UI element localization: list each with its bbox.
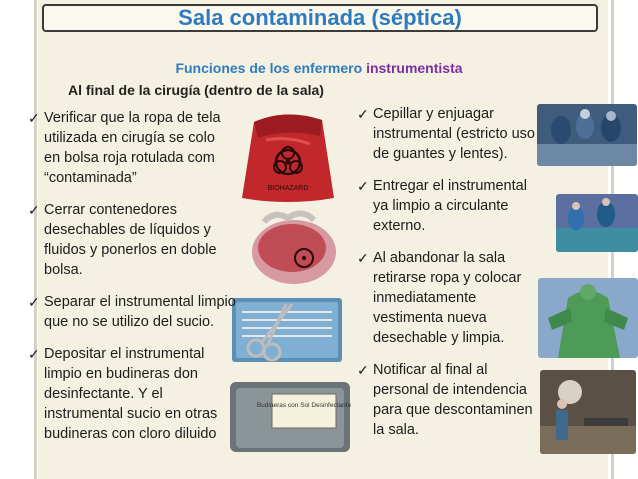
list-item-text: Cepillar y enjuagar instrumental (estricto uso de guantes y lentes).: [373, 106, 535, 162]
subtitle: [0, 60, 638, 76]
list-item-text: Depositar el instrumental limpio en budineras don desinfectante. Y el instrumental sucio en otras budineras con cloro diluido: [44, 346, 218, 442]
list-item: [357, 360, 557, 440]
check-icon: ✓: [357, 250, 369, 266]
list-item-text: Cerrar contenedores desechables de líquidos y fluidos y ponerlos en doble bolsa.: [44, 202, 217, 278]
list-item: [28, 108, 268, 188]
surgery-photo-2: [556, 194, 638, 252]
slide-title: Sala contaminada (séptica): [178, 5, 462, 30]
list-item-text: Separar el instrumental limpio que no se utilizo del sucio.: [44, 294, 236, 330]
list-item-text: Entregar el instrumental ya limpio a circulante externo.: [373, 178, 527, 234]
check-icon: ✓: [28, 202, 40, 218]
list-item: [357, 176, 557, 236]
check-icon: ✓: [28, 110, 40, 126]
list-item: [357, 248, 557, 348]
right-checklist: [357, 104, 557, 452]
left-checklist: [28, 108, 268, 456]
check-icon: ✓: [28, 346, 40, 362]
check-icon: ✓: [357, 362, 369, 378]
list-item-text: Verificar que la ropa de tela utilizada en cirugía se colo en bolsa roja rotulada com “contaminada”: [44, 110, 221, 186]
check-icon: ✓: [357, 106, 369, 122]
container-label: Budineras con Sol Desinfectante: [256, 402, 352, 409]
list-item: [28, 292, 268, 332]
title-bar: [42, 4, 598, 32]
check-icon: ✓: [28, 294, 40, 310]
check-icon: ✓: [357, 178, 369, 194]
section-heading: Al final de la cirugía (dentro de la sala): [68, 82, 324, 98]
list-item: [28, 200, 268, 280]
list-item: [357, 104, 557, 164]
subtitle-prefix: Funciones de los enfermero: [175, 60, 367, 76]
list-item-text: Notificar al final al personal de intendencia para que descontaminen la sala.: [373, 362, 533, 438]
bag-label: BIOHAZARD: [267, 185, 309, 192]
list-item-text: Al abandonar la sala retirarse ropa y colocar inmediatamente vestimenta nueva desechable y limpia.: [373, 250, 522, 346]
subtitle-highlight: instrumentista: [366, 60, 463, 76]
list-item: [28, 344, 268, 444]
